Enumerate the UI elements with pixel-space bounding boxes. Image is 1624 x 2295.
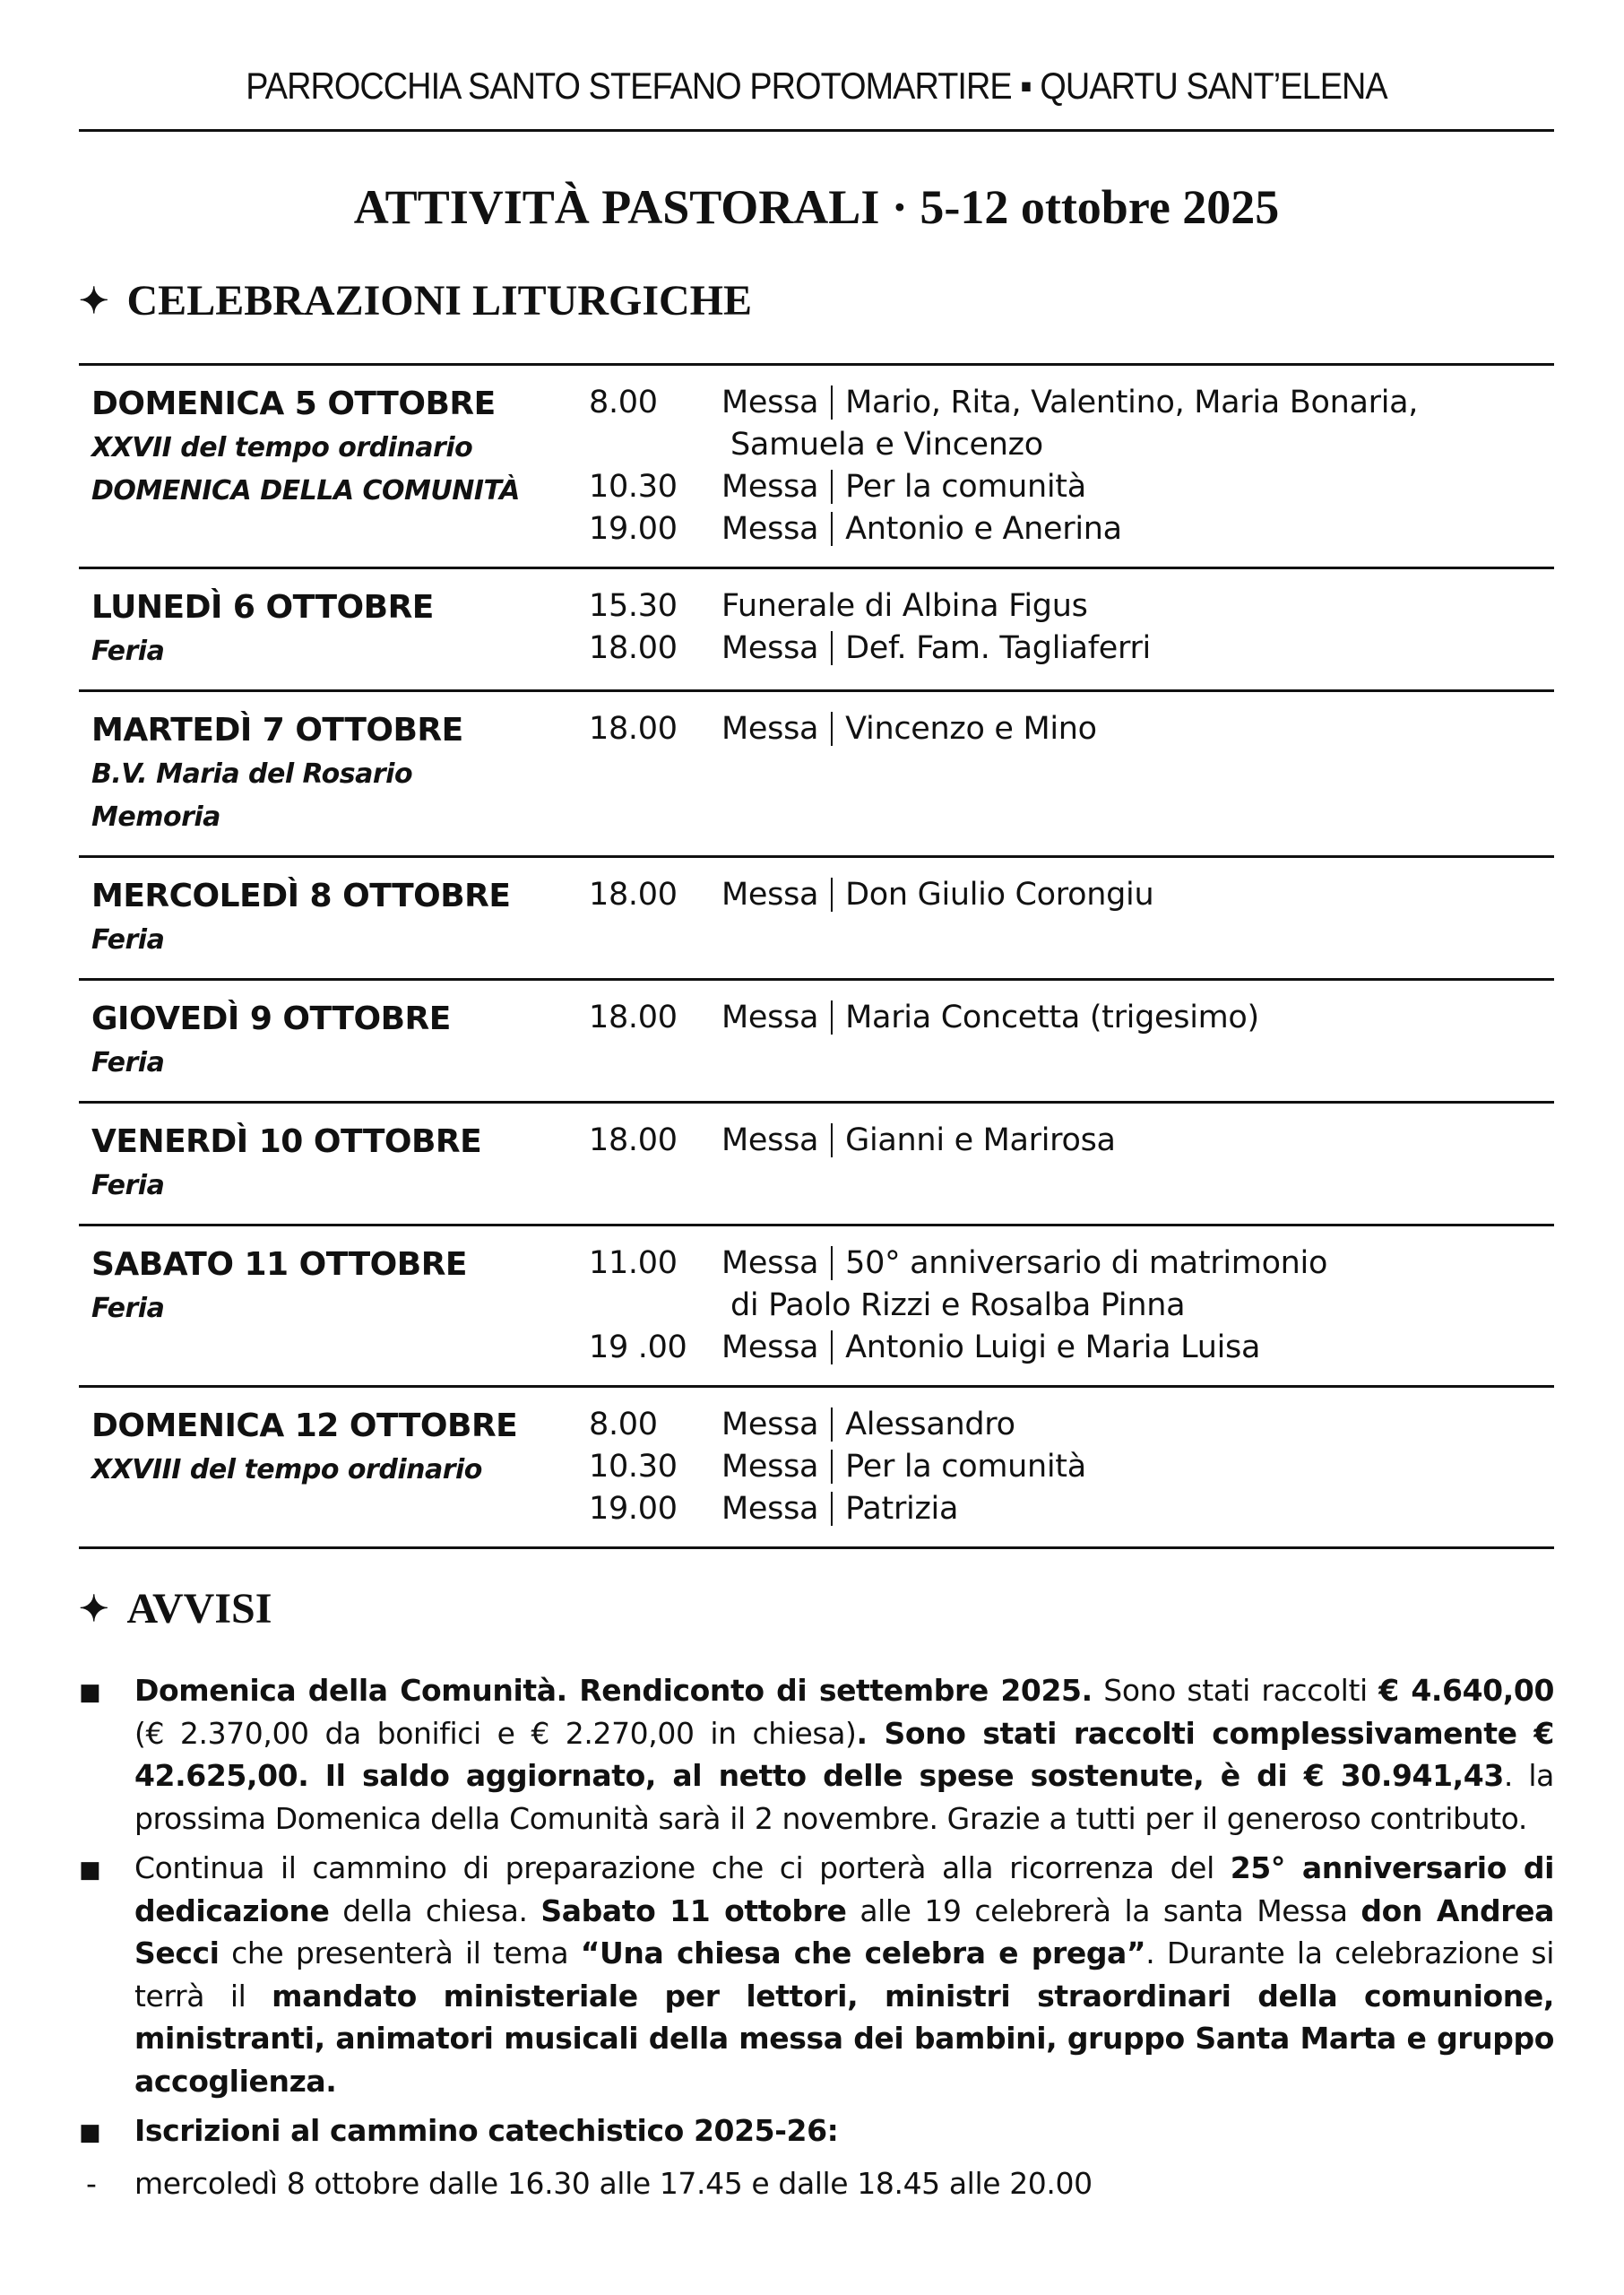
event-type: Messa: [721, 1449, 819, 1485]
day-cell: [79, 708, 589, 839]
square-bullet-icon: ■: [79, 1857, 101, 1884]
liturgical-note: Feria: [91, 1047, 165, 1078]
event-description: Antonio Luigi e Maria Luisa: [845, 1329, 1261, 1365]
event-time: 8.00: [589, 1407, 658, 1442]
event-time: 18.00: [589, 877, 678, 913]
event-time: 19.00: [589, 511, 678, 547]
event-time: 18.00: [589, 1000, 678, 1035]
text: Sono stati raccolti: [1092, 1673, 1379, 1708]
event-description: Patrizia: [845, 1491, 959, 1527]
event-description: Def. Fam. Tagliaferri: [845, 630, 1151, 666]
event-item: [589, 628, 1554, 670]
event-type: Messa: [721, 469, 819, 505]
event-item: [589, 1446, 1554, 1488]
day-name: MARTEDÌ 7 OTTOBRE: [91, 712, 463, 749]
square-bullet-icon: ■: [79, 2119, 101, 2146]
event-time: 10.30: [589, 469, 678, 505]
day-name: DOMENICA 5 OTTOBRE: [91, 385, 496, 422]
event-line: [589, 508, 1554, 550]
notice-item: [79, 1669, 1554, 1840]
day-cell: [79, 997, 589, 1085]
event-type: Messa: [721, 1122, 819, 1158]
day-cell: [79, 874, 589, 962]
event-line: [589, 997, 1554, 1039]
liturgical-note: Feria: [91, 1170, 165, 1201]
event-time: 10.30: [589, 1449, 678, 1485]
four-pointed-star-icon: ✦: [79, 1588, 109, 1629]
page-title: [79, 178, 1554, 236]
text: alle 19 celebrerà la santa Messa: [846, 1892, 1361, 1928]
text: Continua il cammino di preparazione che ci porterà alla ricorrenza del: [134, 1850, 1231, 1885]
event-description-continued: di Paolo Rizzi e Rosalba Pinna: [730, 1287, 1186, 1323]
notice-text: [134, 2109, 1554, 2155]
event-line: [589, 1120, 1554, 1162]
vertical-separator: [831, 1330, 833, 1364]
notices-list: [79, 1669, 1554, 2204]
liturgical-note: XXVIII del tempo ordinario: [91, 1454, 482, 1485]
day-cell: [79, 1120, 589, 1208]
event-description: 50° anniversario di matrimonio: [845, 1245, 1328, 1281]
sub-item-text: mercoledì 8 ottobre dalle 16.30 alle 17.45 e dalle 18.45 alle 20.00: [134, 2165, 1093, 2201]
event-description: Antonio e Anerina: [845, 511, 1122, 547]
notice-sub-item: [79, 2162, 1554, 2205]
four-pointed-star-icon: ✦: [79, 280, 109, 321]
title-dates: 5-12 ottobre 2025: [920, 180, 1280, 234]
town-name: QUARTU SANT’ELENA: [1040, 65, 1387, 107]
day-name: DOMENICA 12 OTTOBRE: [91, 1407, 518, 1444]
event-type: Messa: [721, 1329, 819, 1365]
events-cell: [589, 708, 1554, 839]
event-description: Vincenzo e Mino: [845, 711, 1097, 747]
bold-text: Sabato 11 ottobre: [540, 1892, 847, 1928]
vertical-separator: [831, 1246, 833, 1280]
day-name: LUNEDÌ 6 OTTOBRE: [91, 589, 434, 626]
bold-text: 25° anniversario di dedicazione: [134, 1850, 1554, 1928]
dash-bullet-icon: -: [86, 2165, 97, 2201]
day-name: GIOVEDÌ 9 OTTOBRE: [91, 1000, 451, 1037]
event-line: [589, 1404, 1554, 1446]
event-line: [589, 874, 1554, 916]
events-cell: [589, 585, 1554, 673]
text: . Durante la celebrazione si terrà il: [134, 1936, 1554, 2014]
liturgical-note: Memoria: [91, 801, 220, 833]
notice-text: [134, 1847, 1554, 2102]
day-cell: [79, 382, 589, 550]
header-divider: [79, 129, 1554, 132]
vertical-separator: [831, 712, 833, 746]
event-item: [589, 1120, 1554, 1162]
events-cell: [589, 997, 1554, 1085]
vertical-separator: [831, 1407, 833, 1442]
text: . la prossima Domenica della Comunità sarà il 2 novembre. Grazie a tutti per il generoso contributo.: [134, 1758, 1554, 1836]
event-description: Per la comunità: [845, 1449, 1086, 1485]
event-line: [589, 1243, 1554, 1285]
event-item: [589, 997, 1554, 1039]
vertical-separator: [831, 470, 833, 504]
liturgical-note: Feria: [91, 924, 165, 956]
event-type: Messa: [721, 877, 819, 913]
event-line: [589, 628, 1554, 670]
vertical-separator: [831, 512, 833, 546]
table-row: [79, 692, 1554, 858]
day-name: SABATO 11 OTTOBRE: [91, 1246, 468, 1283]
vertical-separator: [831, 1123, 833, 1157]
day-cell: [79, 1243, 589, 1369]
vertical-separator: [831, 631, 833, 665]
square-bullet-icon: ■: [79, 1679, 101, 1706]
bulletin-page: [79, 0, 1554, 2204]
table-row: [79, 569, 1554, 692]
vertical-separator: [831, 1000, 833, 1035]
event-item: [589, 1243, 1554, 1327]
event-time: 15.30: [589, 588, 678, 624]
title-main: ATTIVITÀ PASTORALI: [353, 180, 880, 234]
event-item: [589, 466, 1554, 508]
event-description: Maria Concetta (trigesimo): [845, 1000, 1259, 1035]
event-item: [589, 585, 1554, 628]
event-description: Gianni e Marirosa: [845, 1122, 1116, 1158]
event-time: 18.00: [589, 711, 678, 747]
event-time: 18.00: [589, 1122, 678, 1158]
vertical-separator: [831, 878, 833, 912]
event-time: 18.00: [589, 630, 678, 666]
events-cell: [589, 1404, 1554, 1530]
event-line: [589, 466, 1554, 508]
liturgy-schedule: [79, 363, 1554, 1549]
event-time: 19.00: [589, 1491, 678, 1527]
events-cell: [589, 1243, 1554, 1369]
event-time: 11.00: [589, 1245, 678, 1281]
bold-text: Domenica della Comunità. Rendiconto di settembre 2025.: [134, 1673, 1093, 1708]
table-row: [79, 1388, 1554, 1549]
liturgical-note: DOMENICA DELLA COMUNITÀ: [91, 475, 520, 507]
table-row: [79, 858, 1554, 981]
day-name: MERCOLEDÌ 8 OTTOBRE: [91, 878, 511, 914]
bold-text: “Una chiesa che celebra e prega”: [580, 1936, 1146, 1970]
section-label: CELEBRAZIONI LITURGICHE: [126, 276, 753, 325]
day-cell: [79, 585, 589, 673]
liturgical-note: B.V. Maria del Rosario: [91, 758, 413, 790]
event-item: [589, 708, 1554, 750]
event-line: [589, 1327, 1554, 1369]
event-description: Don Giulio Corongiu: [845, 877, 1154, 913]
vertical-separator: [831, 385, 833, 420]
notice-text: [134, 1669, 1554, 1840]
event-type: Messa: [721, 1245, 819, 1281]
liturgical-note: Feria: [91, 636, 165, 667]
liturgical-note: Feria: [91, 1293, 165, 1324]
event-time: 8.00: [589, 385, 658, 420]
text: (€ 2.370,00 da bonifici e € 2.270,00 in chiesa): [134, 1715, 857, 1751]
events-cell: [589, 874, 1554, 962]
table-row: [79, 1104, 1554, 1226]
events-cell: [589, 382, 1554, 550]
bold-text: Iscrizioni al cammino catechistico 2025-26:: [134, 2113, 839, 2148]
event-type: Messa: [721, 711, 819, 747]
event-item: [589, 382, 1554, 466]
section-heading-notices: [79, 1581, 1554, 1635]
text: che presenterà il tema: [219, 1936, 581, 1970]
event-item: [589, 1404, 1554, 1446]
table-row: [79, 366, 1554, 569]
parish-header: [152, 63, 1480, 109]
section-heading-liturgy: [79, 273, 1554, 327]
event-line: [589, 585, 1554, 628]
event-item: [589, 874, 1554, 916]
text: della chiesa.: [329, 1892, 541, 1928]
bold-text: . Sono stati raccolti complessivamente € 42.625,00. Il saldo aggiornato, al netto delle spese sostenute, è di € 30.941,43: [134, 1715, 1554, 1793]
event-item: [589, 1327, 1554, 1369]
event-item: [589, 508, 1554, 550]
event-description-continued: Samuela e Vincenzo: [730, 427, 1043, 463]
header-separator: ▪: [1020, 65, 1032, 107]
event-line: [589, 1488, 1554, 1530]
event-type: Messa: [721, 1000, 819, 1035]
event-description: Mario, Rita, Valentino, Maria Bonaria,: [845, 385, 1419, 420]
table-row: [79, 1226, 1554, 1388]
event-item: [589, 1488, 1554, 1530]
event-type: Messa: [721, 385, 819, 420]
bold-text: don Andrea Secci: [134, 1892, 1554, 1970]
title-separator: ·: [891, 180, 908, 234]
event-type: Messa: [721, 1491, 819, 1527]
event-description: Alessandro: [845, 1407, 1015, 1442]
event-line: [589, 1446, 1554, 1488]
event-time: 19 .00: [589, 1329, 687, 1365]
day-name: VENERDÌ 10 OTTOBRE: [91, 1123, 482, 1160]
event-line: [589, 382, 1554, 424]
liturgical-note: XXVII del tempo ordinario: [91, 432, 473, 463]
notice-item: [79, 2109, 1554, 2155]
section-label: AVVISI: [126, 1584, 272, 1632]
event-type: Messa: [721, 1407, 819, 1442]
event-description: Per la comunità: [845, 469, 1086, 505]
event-type: Funerale di Albina Figus: [721, 588, 1088, 624]
event-type: Messa: [721, 511, 819, 547]
parish-name: PARROCCHIA SANTO STEFANO PROTOMARTIRE: [246, 65, 1012, 107]
day-cell: [79, 1404, 589, 1530]
event-line: [589, 708, 1554, 750]
bold-text: mandato ministeriale per lettori, ministri straordinari della comunione, ministranti, animatori musicali della messa dei bambini, gruppo Santa Marta e gruppo accoglienza.: [134, 1978, 1554, 2099]
vertical-separator: [831, 1450, 833, 1484]
notice-item: [79, 1847, 1554, 2102]
bold-text: € 4.640,00: [1378, 1673, 1555, 1708]
vertical-separator: [831, 1492, 833, 1526]
table-row: [79, 981, 1554, 1104]
event-type: Messa: [721, 630, 819, 666]
events-cell: [589, 1120, 1554, 1208]
